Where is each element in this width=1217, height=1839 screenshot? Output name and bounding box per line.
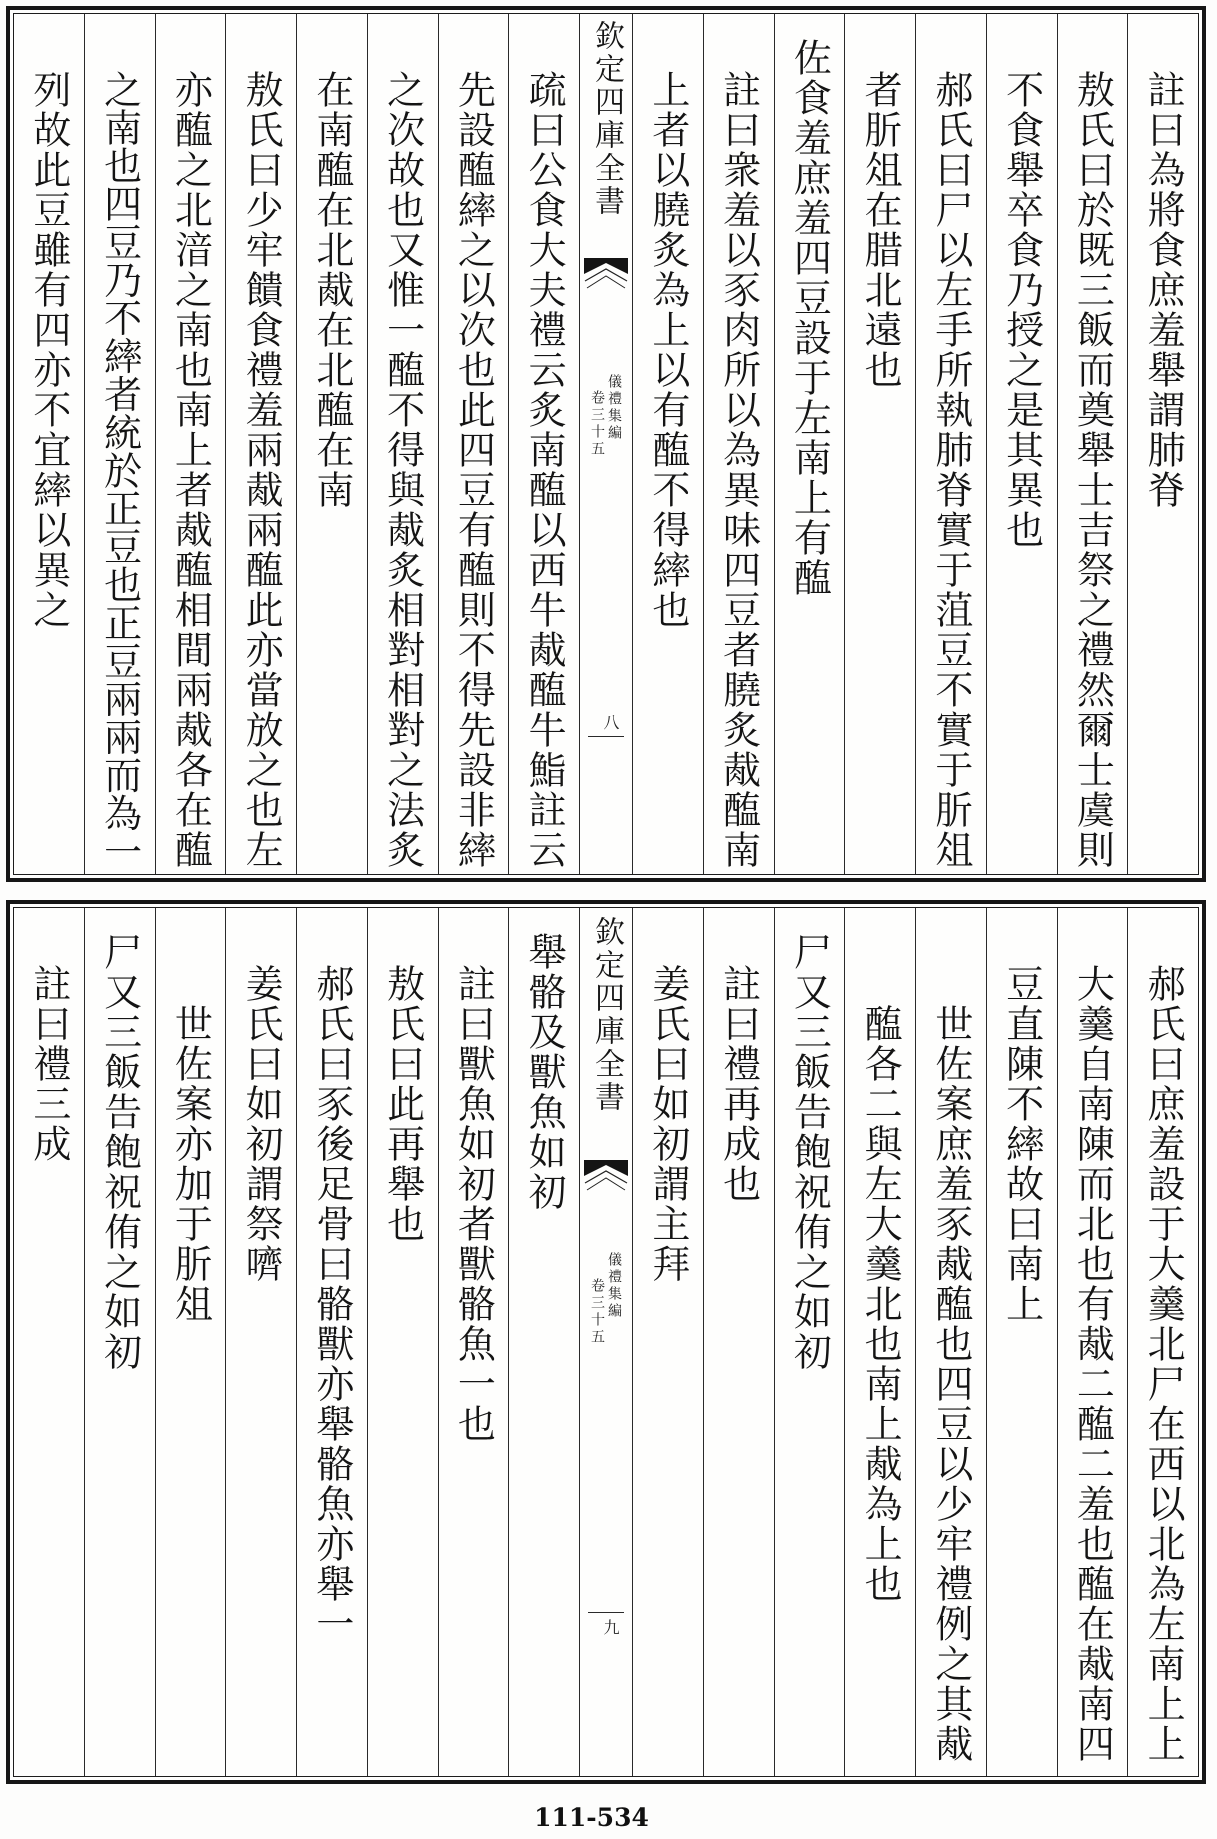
column-text: 疏曰公食大夫禮云炙南醢以西牛胾醢牛鮨註云 bbox=[522, 70, 567, 870]
text-column bbox=[915, 14, 986, 874]
text-column bbox=[84, 14, 155, 874]
text-column bbox=[438, 908, 509, 1776]
column-strip bbox=[14, 14, 1198, 874]
column-text: 郝氏曰尸以左手所執肺脊實于菹豆不實于肵俎 bbox=[928, 70, 973, 870]
column-text: 列故此豆雖有四亦不宜繂以異之 bbox=[26, 70, 71, 630]
column-text: 敖氏曰此再舉也 bbox=[380, 964, 425, 1244]
column-text: 郝氏曰豕後足骨曰骼獸亦舉骼魚亦舉一 bbox=[309, 964, 354, 1644]
text-column bbox=[225, 14, 296, 874]
panel-frame bbox=[13, 907, 1199, 1777]
column-text: 先設醢繂之以次也此四豆有醢則不得先設非繂 bbox=[451, 70, 496, 870]
text-column bbox=[225, 908, 296, 1776]
text-column bbox=[1057, 908, 1128, 1776]
column-text: 不食舉卒食乃授之是其異也 bbox=[999, 70, 1044, 550]
column-text: 註曰衆羞以豕肉所以為異味四豆者膮炙胾醢南 bbox=[716, 70, 761, 870]
leaf-panel bbox=[6, 6, 1206, 882]
column-text: 在南醢在北胾在北醢在南 bbox=[309, 70, 354, 510]
text-column bbox=[155, 14, 226, 874]
column-text: 姜氏曰如初謂主拜 bbox=[645, 964, 690, 1284]
column-text: 姜氏曰如初謂祭嚌 bbox=[239, 964, 284, 1284]
column-text: 者肵俎在腊北遠也 bbox=[858, 70, 903, 390]
text-column bbox=[632, 14, 703, 874]
column-text: 之南也四豆乃不繂者統於正豆也正豆兩兩而為一 bbox=[97, 70, 142, 870]
text-column bbox=[14, 908, 84, 1776]
text-column bbox=[155, 908, 226, 1776]
text-column bbox=[632, 908, 703, 1776]
column-text: 敖氏曰少牢饋食禮羞兩胾兩醢此亦當放之也左 bbox=[239, 70, 284, 870]
text-column bbox=[986, 14, 1057, 874]
fold-leaf-number: 九 bbox=[601, 1619, 620, 1635]
fold-volume: 卷三十五 bbox=[589, 1278, 605, 1346]
column-text: 醢各二與左大羹北也南上胾為上也 bbox=[858, 1004, 903, 1604]
text-column bbox=[367, 14, 438, 874]
column-text: 佐食羞庶羞四豆設于左南上有醢 bbox=[787, 38, 832, 598]
text-column bbox=[438, 14, 509, 874]
text-column bbox=[703, 908, 774, 1776]
text-column bbox=[844, 908, 915, 1776]
fold-book-title: 儀禮集編 bbox=[606, 374, 622, 442]
fishtail-ornament bbox=[580, 1160, 632, 1196]
text-column bbox=[14, 14, 84, 874]
fishtail-ornament bbox=[580, 258, 632, 294]
page-number: 111-534 bbox=[534, 1803, 649, 1832]
text-column bbox=[1127, 908, 1198, 1776]
text-column bbox=[84, 908, 155, 1776]
column-text: 舉骼及獸魚如初 bbox=[522, 932, 567, 1212]
column-text: 豆直陳不繂故曰南上 bbox=[999, 964, 1044, 1324]
text-column bbox=[508, 908, 579, 1776]
column-text: 世佐案亦加于肵俎 bbox=[168, 1004, 213, 1324]
text-column bbox=[1057, 14, 1128, 874]
column-text: 大羹自南陳而北也有胾二醢二羞也醢在胾南四 bbox=[1070, 964, 1115, 1764]
fold-leaf-number: 八 bbox=[601, 714, 620, 730]
text-column bbox=[774, 908, 845, 1776]
fold-book-title: 儀禮集編 bbox=[606, 1252, 622, 1320]
text-column bbox=[296, 14, 367, 874]
column-text: 敖氏曰於既三飯而奠舉士吉祭之禮然爾士虞則 bbox=[1070, 70, 1115, 870]
panel-frame bbox=[13, 13, 1199, 875]
leaf-panel bbox=[6, 900, 1206, 1784]
column-text: 世佐案庶羞豕胾醢也四豆以少牢禮例之其胾 bbox=[928, 1004, 973, 1764]
column-text: 註曰禮三成 bbox=[26, 964, 71, 1164]
column-text: 亦醢之北湆之南也南上者胾醢相間兩胾各在醢 bbox=[168, 70, 213, 870]
text-column bbox=[296, 908, 367, 1776]
text-column bbox=[774, 14, 845, 874]
center-fold bbox=[579, 14, 632, 874]
fold-rule bbox=[588, 1612, 624, 1613]
column-text: 尸又三飯告飽祝侑之如初 bbox=[787, 932, 832, 1372]
column-strip bbox=[14, 908, 1198, 1776]
fold-volume: 卷三十五 bbox=[589, 390, 605, 458]
column-text: 郝氏曰庶羞設于大羹北尸在西以北為左南上上 bbox=[1141, 964, 1186, 1764]
text-column bbox=[915, 908, 986, 1776]
column-text: 註曰為將食庶羞舉謂肺脊 bbox=[1141, 70, 1186, 510]
column-text: 尸又三飯告飽祝侑之如初 bbox=[97, 932, 142, 1372]
fold-title: 欽定四庫全書 bbox=[589, 916, 624, 1114]
column-text: 註曰禮再成也 bbox=[716, 964, 761, 1204]
fold-title: 欽定四庫全書 bbox=[589, 20, 624, 218]
column-text: 註曰獸魚如初者獸骼魚一也 bbox=[451, 964, 496, 1444]
text-column bbox=[986, 908, 1057, 1776]
text-column bbox=[703, 14, 774, 874]
center-fold bbox=[579, 908, 632, 1776]
column-text: 上者以膮炙為上以有醢不得繂也 bbox=[645, 70, 690, 630]
text-column bbox=[844, 14, 915, 874]
text-column bbox=[508, 14, 579, 874]
column-text: 之次故也又惟一醢不得與胾炙相對相對之法炙 bbox=[380, 70, 425, 870]
text-column bbox=[367, 908, 438, 1776]
fold-rule bbox=[588, 736, 624, 737]
text-column bbox=[1127, 14, 1198, 874]
